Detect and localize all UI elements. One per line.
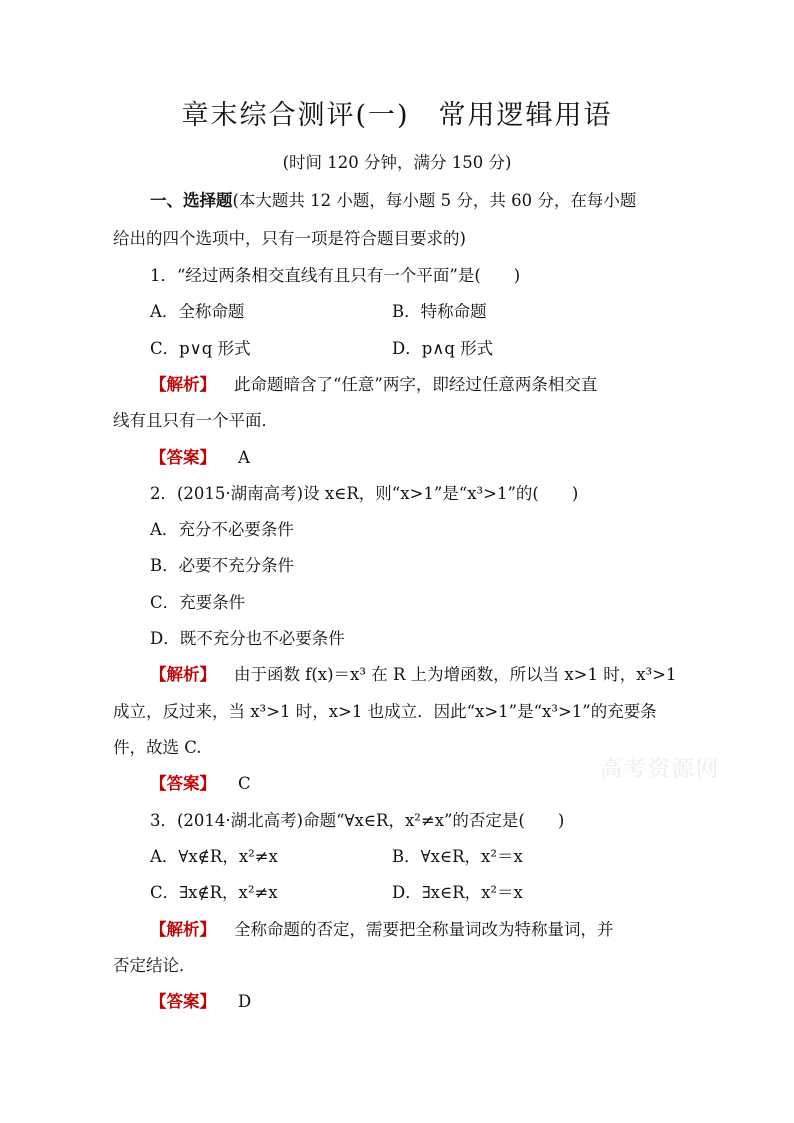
q2-option-d: D．既不充分也不必要条件: [150, 629, 345, 648]
q2-option-c: C．充要条件: [150, 593, 246, 612]
analysis-tag: 【解析】: [150, 375, 216, 394]
q2-option-a: A．充分不必要条件: [150, 520, 294, 539]
watermark: 高考资源网: [600, 757, 721, 782]
section-desc-2: 给出的四个选项中，只有一项是符合题目要求的): [113, 229, 466, 248]
q1-option-b: B．特称命题: [392, 302, 487, 321]
q1-option-d: D．p∧q 形式: [392, 339, 494, 358]
q1-option-a: A．全称命题: [150, 302, 245, 321]
q1-stem: 1．“经过两条相交直线有且只有一个平面”是( ): [150, 266, 521, 285]
answer-tag: 【答案】: [150, 774, 216, 793]
q2-option-b: B．必要不充分条件: [150, 556, 295, 575]
q3-answer-value: D: [238, 992, 252, 1011]
section-heading: [150, 188, 636, 214]
q2-analysis-text-1: 由于函数 f(x)＝x³ 在 R 上为增函数，所以当 x>1 时，x³>1: [234, 665, 677, 684]
answer-tag: 【答案】: [150, 448, 216, 467]
analysis-tag: 【解析】: [150, 920, 216, 939]
q2-stem: 2．(2015·湖南高考)设 x∈R，则“x>1”是“x³>1”的( ): [150, 484, 579, 503]
q2-answer-value: C: [238, 774, 251, 793]
q3-option-d: D．∃x∈R，x²＝x: [392, 883, 523, 902]
section-label: 一、选择题: [150, 191, 233, 210]
page-subtitle: (时间 120 分钟，满分 150 分): [282, 153, 512, 172]
q3-option-b: B．∀x∈R，x²＝x: [392, 847, 523, 866]
q3-option-a: A．∀x∉R，x²≠x: [150, 847, 278, 866]
q3-answer: [150, 989, 251, 1015]
q2-analysis-text-3: 件，故选 C.: [113, 738, 202, 757]
q1-answer-value: A: [238, 448, 250, 467]
q3-analysis-text-2: 否定结论．: [113, 956, 196, 975]
q3-option-c: C．∃x∉R，x²≠x: [150, 883, 278, 902]
q1-analysis-text-2: 线有且只有一个平面．: [113, 411, 278, 430]
q1-analysis-text-1: 此命题暗含了“任意”两字，即经过任意两条相交直: [234, 375, 598, 394]
page-title: 章末综合测评(一) 常用逻辑用语: [181, 100, 613, 131]
q1-answer: [150, 445, 250, 471]
q2-answer: [150, 771, 251, 797]
q3-analysis: [150, 917, 614, 943]
q3-stem: 3．(2014·湖北高考)命题“∀x∈R，x²≠x”的否定是( ): [150, 811, 565, 830]
q1-option-c: C．p∨q 形式: [150, 339, 251, 358]
section-desc-1: (本大题共 12 小题，每小题 5 分，共 60 分，在每小题: [232, 191, 637, 210]
q2-analysis-text-2: 成立，反过来，当 x³>1 时，x>1 也成立．因此“x>1”是“x³>1”的充要条: [113, 702, 657, 721]
q1-analysis: [150, 372, 597, 398]
q2-analysis: [150, 662, 676, 688]
q3-analysis-text-1: 全称命题的否定，需要把全称量词改为特称量词，并: [234, 920, 614, 939]
answer-tag: 【答案】: [150, 992, 216, 1011]
analysis-tag: 【解析】: [150, 665, 216, 684]
